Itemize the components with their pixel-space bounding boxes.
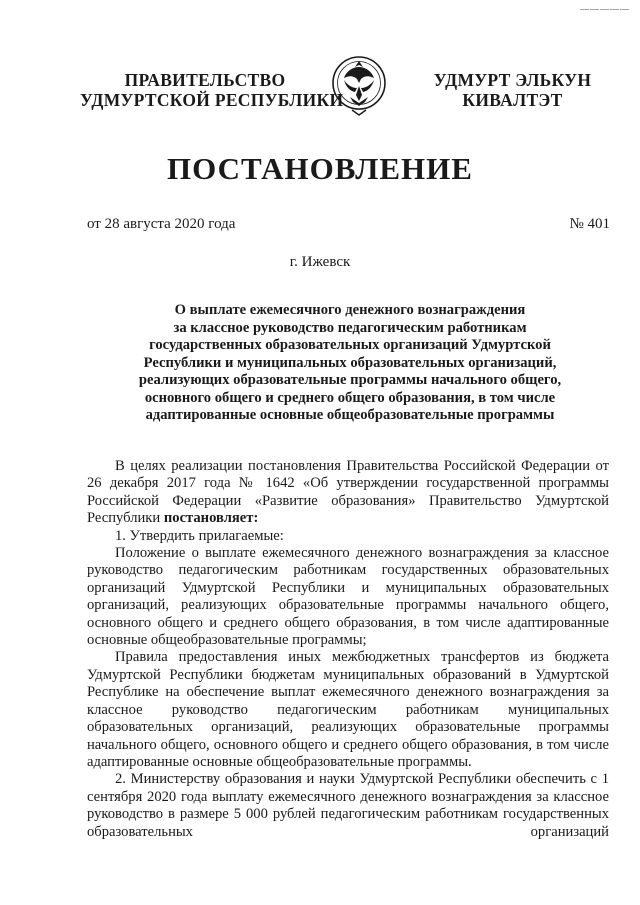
preamble-text: В целях реализации постановления Правительства Российской Федерации от 26 декабря 2017 года № 1642 «Об утверждении государственной программы Российской Федерации «Развитие образования» Правительство Удмуртской Республики	[87, 458, 609, 527]
issuer-line-2: УДМУРТСКОЙ РЕСПУБЛИКИ	[80, 90, 344, 110]
clause-1-paragraph: 1. Утвердить прилагаемые:	[115, 527, 284, 544]
document-body	[87, 458, 609, 841]
clause-2-paragraph: 2. Министерству образования и науки Удмуртской Республики обеспечить с 1 сентября 2020 года выплату ежемесячного денежного вознаграждения за классное руководство в размере 5 000 рублей педагогическим работникам государственных образовательных организаций	[87, 771, 609, 840]
issuer-line-1: ПРАВИТЕЛЬСТВО	[124, 70, 286, 90]
document-date: от 28 августа 2020 года	[87, 216, 236, 232]
coat-of-arms-icon	[330, 53, 388, 119]
subject-line: государственных образовательных организаций Удмуртской	[149, 337, 551, 353]
subject-line: основного общего и среднего общего образования, в том числе	[144, 389, 556, 406]
rules-item-paragraph: Правила предоставления иных межбюджетных трансфертов из бюджета Удмуртской Республики бюджетам муниципальных образований в Удмуртской Республике на обеспечение выплат ежемесячного денежного вознаграждения за классное руководство педагогическим работникам муниципальных образовательных организаций, реализующих образовательные программы начального общего, основного общего и среднего общего образования, в том числе адаптированные основные общеобразовательные программы.	[87, 649, 609, 770]
issuer-name-russian	[80, 70, 344, 110]
resolve-colon: :	[253, 510, 259, 527]
document-city: г. Ижевск	[289, 254, 351, 270]
issuer-name-udmurt	[405, 70, 620, 110]
subject-line: реализующих образовательные программы начального общего,	[138, 372, 562, 388]
subject-line: адаптированные основные общеобразовательные программы	[145, 407, 555, 423]
resolve-word: постановляет	[163, 510, 254, 527]
issuer-udmurt-line-1: УДМУРТ ЭЛЬКУН	[433, 70, 592, 90]
preamble-paragraph	[87, 458, 609, 528]
subject-line: О выплате ежемесячного денежного вознаграждения	[174, 302, 526, 318]
subject-line: Республики и муниципальных образовательных организаций,	[143, 354, 557, 371]
document-title: ПОСТАНОВЛЕНИЕ	[167, 151, 473, 186]
corner-mark: —————	[580, 4, 630, 14]
document-number: № 401	[569, 216, 610, 232]
issuer-udmurt-line-2: КИВАЛТЭТ	[462, 90, 563, 110]
subject-line: за классное руководство педагогическим работникам	[173, 319, 527, 336]
regulation-item-paragraph: Положение о выплате ежемесячного денежного вознаграждения за классное руководство педагогическим работникам государственных образовательных организаций Удмуртской Республики и муниципальных образовательных организаций, реализующих образовательные программы начального общего, основного общего и среднего общего образования, в том числе адаптированные основные общеобразовательные программы;	[87, 545, 609, 649]
document-subject	[100, 302, 600, 425]
